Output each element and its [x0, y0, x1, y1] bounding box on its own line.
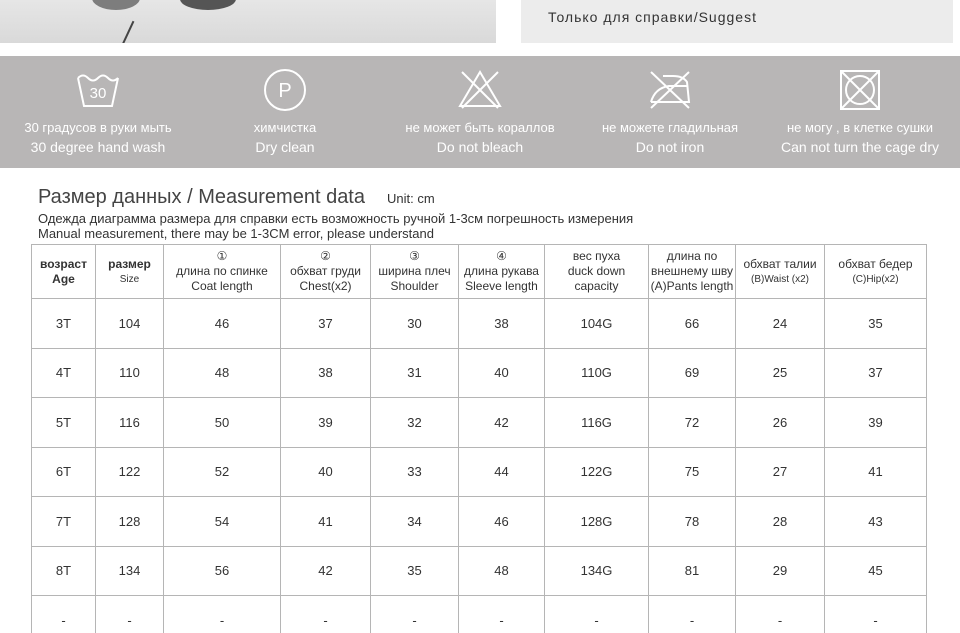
cell-coat-length: 48 — [164, 348, 281, 398]
header-shoulder: ③ ширина плеч Shoulder — [371, 245, 459, 299]
care-item-hand-wash — [8, 56, 188, 168]
photo-shape — [92, 0, 140, 10]
cell-shoulder: 33 — [371, 447, 459, 497]
care-instructions-band — [0, 56, 960, 168]
wash-temperature-label: 30 — [89, 85, 107, 102]
cell-down-capacity: 134G — [545, 546, 649, 596]
care-item-no-bleach — [385, 56, 575, 168]
wash-30-icon — [75, 66, 121, 112]
measurement-title-en: / Measurement data — [181, 186, 365, 208]
measurement-title-ru: Размер данных — [38, 186, 182, 208]
cell-sleeve-length: 44 — [459, 447, 545, 497]
table-header-row — [32, 245, 927, 299]
cell-shoulder: 30 — [371, 299, 459, 349]
header-age: возраст Age — [32, 245, 96, 299]
cell-coat-length: 56 — [164, 546, 281, 596]
size-table — [31, 244, 927, 633]
cell-chest: 38 — [281, 348, 371, 398]
cell-size: 110 — [96, 348, 164, 398]
care-item-no-iron — [585, 56, 755, 168]
header-size: размер Size — [96, 245, 164, 299]
care-ru-label: не можете гладильная — [601, 120, 739, 135]
cell-chest: 41 — [281, 497, 371, 547]
cell-age: 7T — [32, 497, 96, 547]
suggest-box — [521, 0, 953, 43]
photo-shape — [122, 21, 135, 43]
cell-down-capacity: - — [545, 596, 649, 633]
header-hip: обхват бедер (C)Hip(x2) — [825, 245, 927, 299]
cell-chest: 37 — [281, 299, 371, 349]
measurement-title — [38, 186, 435, 209]
care-item-no-tumble-dry — [765, 56, 955, 168]
cell-sleeve-length: 48 — [459, 546, 545, 596]
cell-waist: 29 — [736, 546, 825, 596]
care-en-label: 30 degree hand wash — [30, 139, 166, 155]
cell-sleeve-length: 42 — [459, 398, 545, 448]
measurement-note-ru: Одежда диаграмма размера для справки есть возможность ручной 1-3см погрешность измерения — [38, 211, 634, 226]
cell-hip: 39 — [825, 398, 927, 448]
cell-pants-length: - — [649, 596, 736, 633]
cell-down-capacity: 104G — [545, 299, 649, 349]
no-tumble-dry-icon — [837, 66, 883, 112]
care-ru-label: не может быть кораллов — [405, 120, 555, 135]
header-chest: ② обхват груди Chest(x2) — [281, 245, 371, 299]
cell-chest: - — [281, 596, 371, 633]
unit-label: Unit: cm — [387, 191, 435, 206]
header-pants-length: длина по внешнему шву (A)Pants length — [649, 245, 736, 299]
cell-chest: 39 — [281, 398, 371, 448]
cell-sleeve-length: 46 — [459, 497, 545, 547]
cell-waist: 28 — [736, 497, 825, 547]
care-en-label: Dry clean — [255, 139, 315, 155]
cell-down-capacity: 116G — [545, 398, 649, 448]
no-iron-icon — [647, 66, 693, 112]
cell-coat-length: 52 — [164, 447, 281, 497]
cell-chest: 40 — [281, 447, 371, 497]
photo-shape — [180, 0, 236, 10]
cell-down-capacity: 110G — [545, 348, 649, 398]
cell-chest: 42 — [281, 546, 371, 596]
table-row — [32, 447, 927, 497]
header-waist: обхват талии (B)Waist (x2) — [736, 245, 825, 299]
care-en-label: Do not iron — [635, 139, 705, 155]
cell-size: 134 — [96, 546, 164, 596]
cell-shoulder: 34 — [371, 497, 459, 547]
cell-pants-length: 78 — [649, 497, 736, 547]
table-row — [32, 497, 927, 547]
cell-hip: - — [825, 596, 927, 633]
care-item-dry-clean — [205, 56, 365, 168]
care-ru-label: химчистка — [253, 120, 317, 135]
header-down-capacity: вес пуха duck down capacity — [545, 245, 649, 299]
cell-hip: 35 — [825, 299, 927, 349]
cell-size: 128 — [96, 497, 164, 547]
cell-pants-length: 81 — [649, 546, 736, 596]
cell-age: 6T — [32, 447, 96, 497]
no-bleach-icon — [457, 66, 503, 112]
cell-shoulder: 35 — [371, 546, 459, 596]
cell-waist: 26 — [736, 398, 825, 448]
cell-size: 104 — [96, 299, 164, 349]
cell-size: 122 — [96, 447, 164, 497]
cell-pants-length: 69 — [649, 348, 736, 398]
cell-age: 5T — [32, 398, 96, 448]
top-strip — [0, 0, 960, 52]
cell-age: 8T — [32, 546, 96, 596]
table-body — [32, 299, 927, 633]
cell-shoulder: 31 — [371, 348, 459, 398]
care-ru-label: не могу , в клетке сушки — [786, 120, 933, 135]
cell-coat-length: 54 — [164, 497, 281, 547]
cell-waist: 27 — [736, 447, 825, 497]
cell-sleeve-length: 40 — [459, 348, 545, 398]
cell-hip: 45 — [825, 546, 927, 596]
dry-clean-p-icon — [262, 66, 308, 112]
cell-age: 3T — [32, 299, 96, 349]
header-sleeve-length: ④ длина рукава Sleeve length — [459, 245, 545, 299]
cell-shoulder: - — [371, 596, 459, 633]
care-en-label: Can not turn the cage dry — [781, 139, 939, 155]
dry-clean-letter: P — [278, 80, 292, 102]
cell-sleeve-length: 38 — [459, 299, 545, 349]
cell-down-capacity: 128G — [545, 497, 649, 547]
cell-hip: 37 — [825, 348, 927, 398]
cell-size: - — [96, 596, 164, 633]
care-en-label: Do not bleach — [436, 139, 524, 155]
cell-coat-length: 46 — [164, 299, 281, 349]
table-row — [32, 596, 927, 633]
suggest-text: Только для справки/Suggest — [548, 9, 757, 25]
cell-sleeve-length: - — [459, 596, 545, 633]
cell-hip: 43 — [825, 497, 927, 547]
table-row — [32, 546, 927, 596]
cell-pants-length: 66 — [649, 299, 736, 349]
table-row — [32, 348, 927, 398]
cell-age: - — [32, 596, 96, 633]
cell-pants-length: 72 — [649, 398, 736, 448]
measurement-note-en: Manual measurement, there may be 1-3CM error, please understand — [38, 226, 434, 241]
header-coat-length: ① длина по спинке Coat length — [164, 245, 281, 299]
cell-pants-length: 75 — [649, 447, 736, 497]
cell-hip: 41 — [825, 447, 927, 497]
cell-down-capacity: 122G — [545, 447, 649, 497]
cell-age: 4T — [32, 348, 96, 398]
cell-shoulder: 32 — [371, 398, 459, 448]
cell-coat-length: 50 — [164, 398, 281, 448]
cell-waist: 24 — [736, 299, 825, 349]
care-ru-label: 30 градусов в руки мыть — [24, 120, 172, 135]
product-photo-fragment — [0, 0, 496, 43]
cell-coat-length: - — [164, 596, 281, 633]
cell-size: 116 — [96, 398, 164, 448]
cell-waist: 25 — [736, 348, 825, 398]
table-row — [32, 299, 927, 349]
cell-waist: - — [736, 596, 825, 633]
table-row — [32, 398, 927, 448]
